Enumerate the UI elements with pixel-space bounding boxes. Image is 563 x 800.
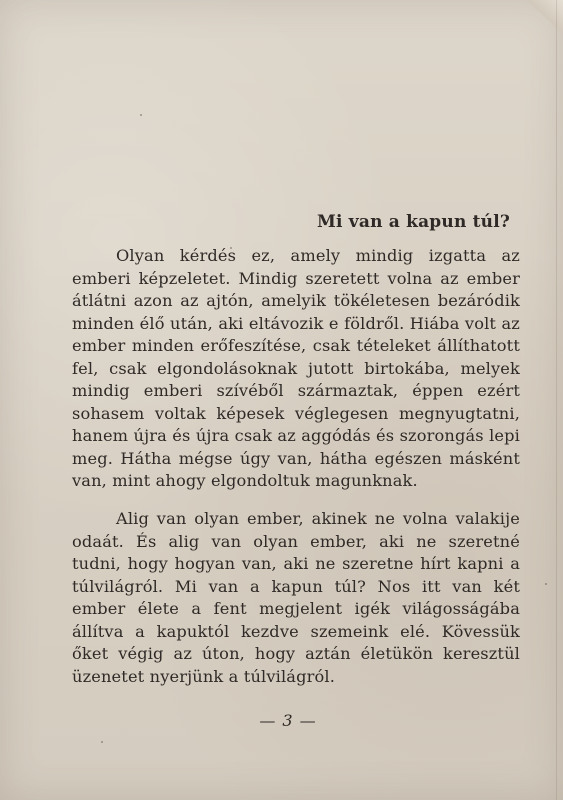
page-number: — 3 —	[259, 711, 317, 730]
paper-speck	[545, 583, 547, 585]
folded-corner	[527, 0, 563, 34]
paper-speck	[140, 114, 142, 116]
page-title: Mi van a kapun túl?	[317, 212, 511, 232]
paper-speck	[101, 741, 103, 743]
paper-edge	[556, 0, 557, 800]
paragraph-2: Alig van olyan ember, akinek ne volna valakije odaát. És alig van olyan ember, aki ne szeretné tudni, hogy hogyan van, aki ne szeretne hírt kapni a túlvilágról. Mi van a kapun túl? Nos itt van két ember élete a fent megjelent igék világosságába állítva a kapuktól kezdve szemeink elé. Kövessük őket végig az úton, hogy aztán életükön keresztül üzenetet nyerjünk a túlvilágról.	[72, 509, 520, 686]
paragraph-1: Olyan kérdés ez, amely mindig izgatta az emberi képzeletet. Mindig szeretett volna az ember átlátni azon az ajtón, amelyik tökéletesen bezáródik minden élő után, aki eltávozik e földről. Hiába volt az ember minden erőfeszítése, csak tételeket állíthatott fel, csak elgondolásoknak jutott birtokába, melyek mindig emberi szívéből származtak, éppen ezért sohasem voltak képesek véglegesen megnyugtatni, hanem újra és újra csak az aggódás és szorongás lepi meg. Hátha mégse úgy van, hátha egészen másként van, mint ahogy elgondoltuk magunknak.	[72, 246, 520, 490]
